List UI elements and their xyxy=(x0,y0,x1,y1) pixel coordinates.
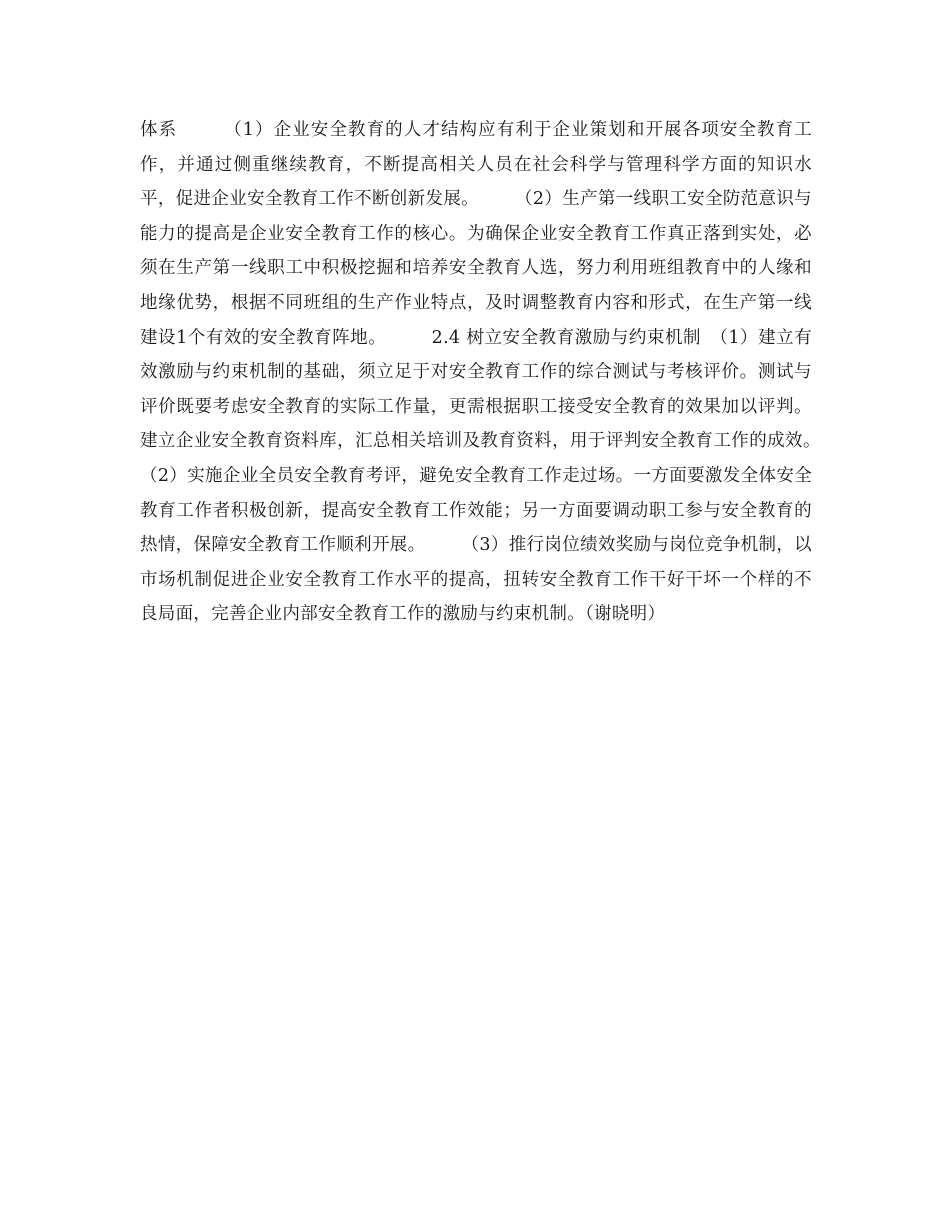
body-paragraph: 体系 （1）企业安全教育的人才结构应有利于企业策划和开展各项安全教育工作，并通过侧重继续教育，不断提高相关人员在社会科学与管理科学方面的知识水平，促进企业安全教育工作不断创新发展。 （2）生产第一线职工安全防范意识与能力的提高是企业安全教育工作的核心。为确保企业安全教育工作真正落到实处，必须在生产第一线职工中积极挖掘和培养安全教育人选，努力利用班组教育中的人缘和地缘优势，根据不同班组的生产作业特点，及时调整教育内容和形式，在生产第一线建设1个有效的安全教育阵地。 2.4 树立安全教育激励与约束机制 （1）建立有效激励与约束机制的基础，须立足于对安全教育工作的综合测试与考核评价。测试与评价既要考虑安全教育的实际工作量，更需根据职工接受安全教育的效果加以评判。建立企业安全教育资料库，汇总相关培训及教育资料，用于评判安全教育工作的成效。 （2）实施企业全员安全教育考评，避免安全教育工作走过场。一方面要激发全体安全教育工作者积极创新，提高安全教育工作效能；另一方面要调动职工参与安全教育的热情，保障安全教育工作顺利开展。 （3）推行岗位绩效奖励与岗位竞争机制，以市场机制促进企业安全教育工作水平的提高，扭转安全教育工作干好干坏一个样的不良局面，完善企业内部安全教育工作的激励与约束机制。（谢晓明） xyxy=(140,120,866,625)
